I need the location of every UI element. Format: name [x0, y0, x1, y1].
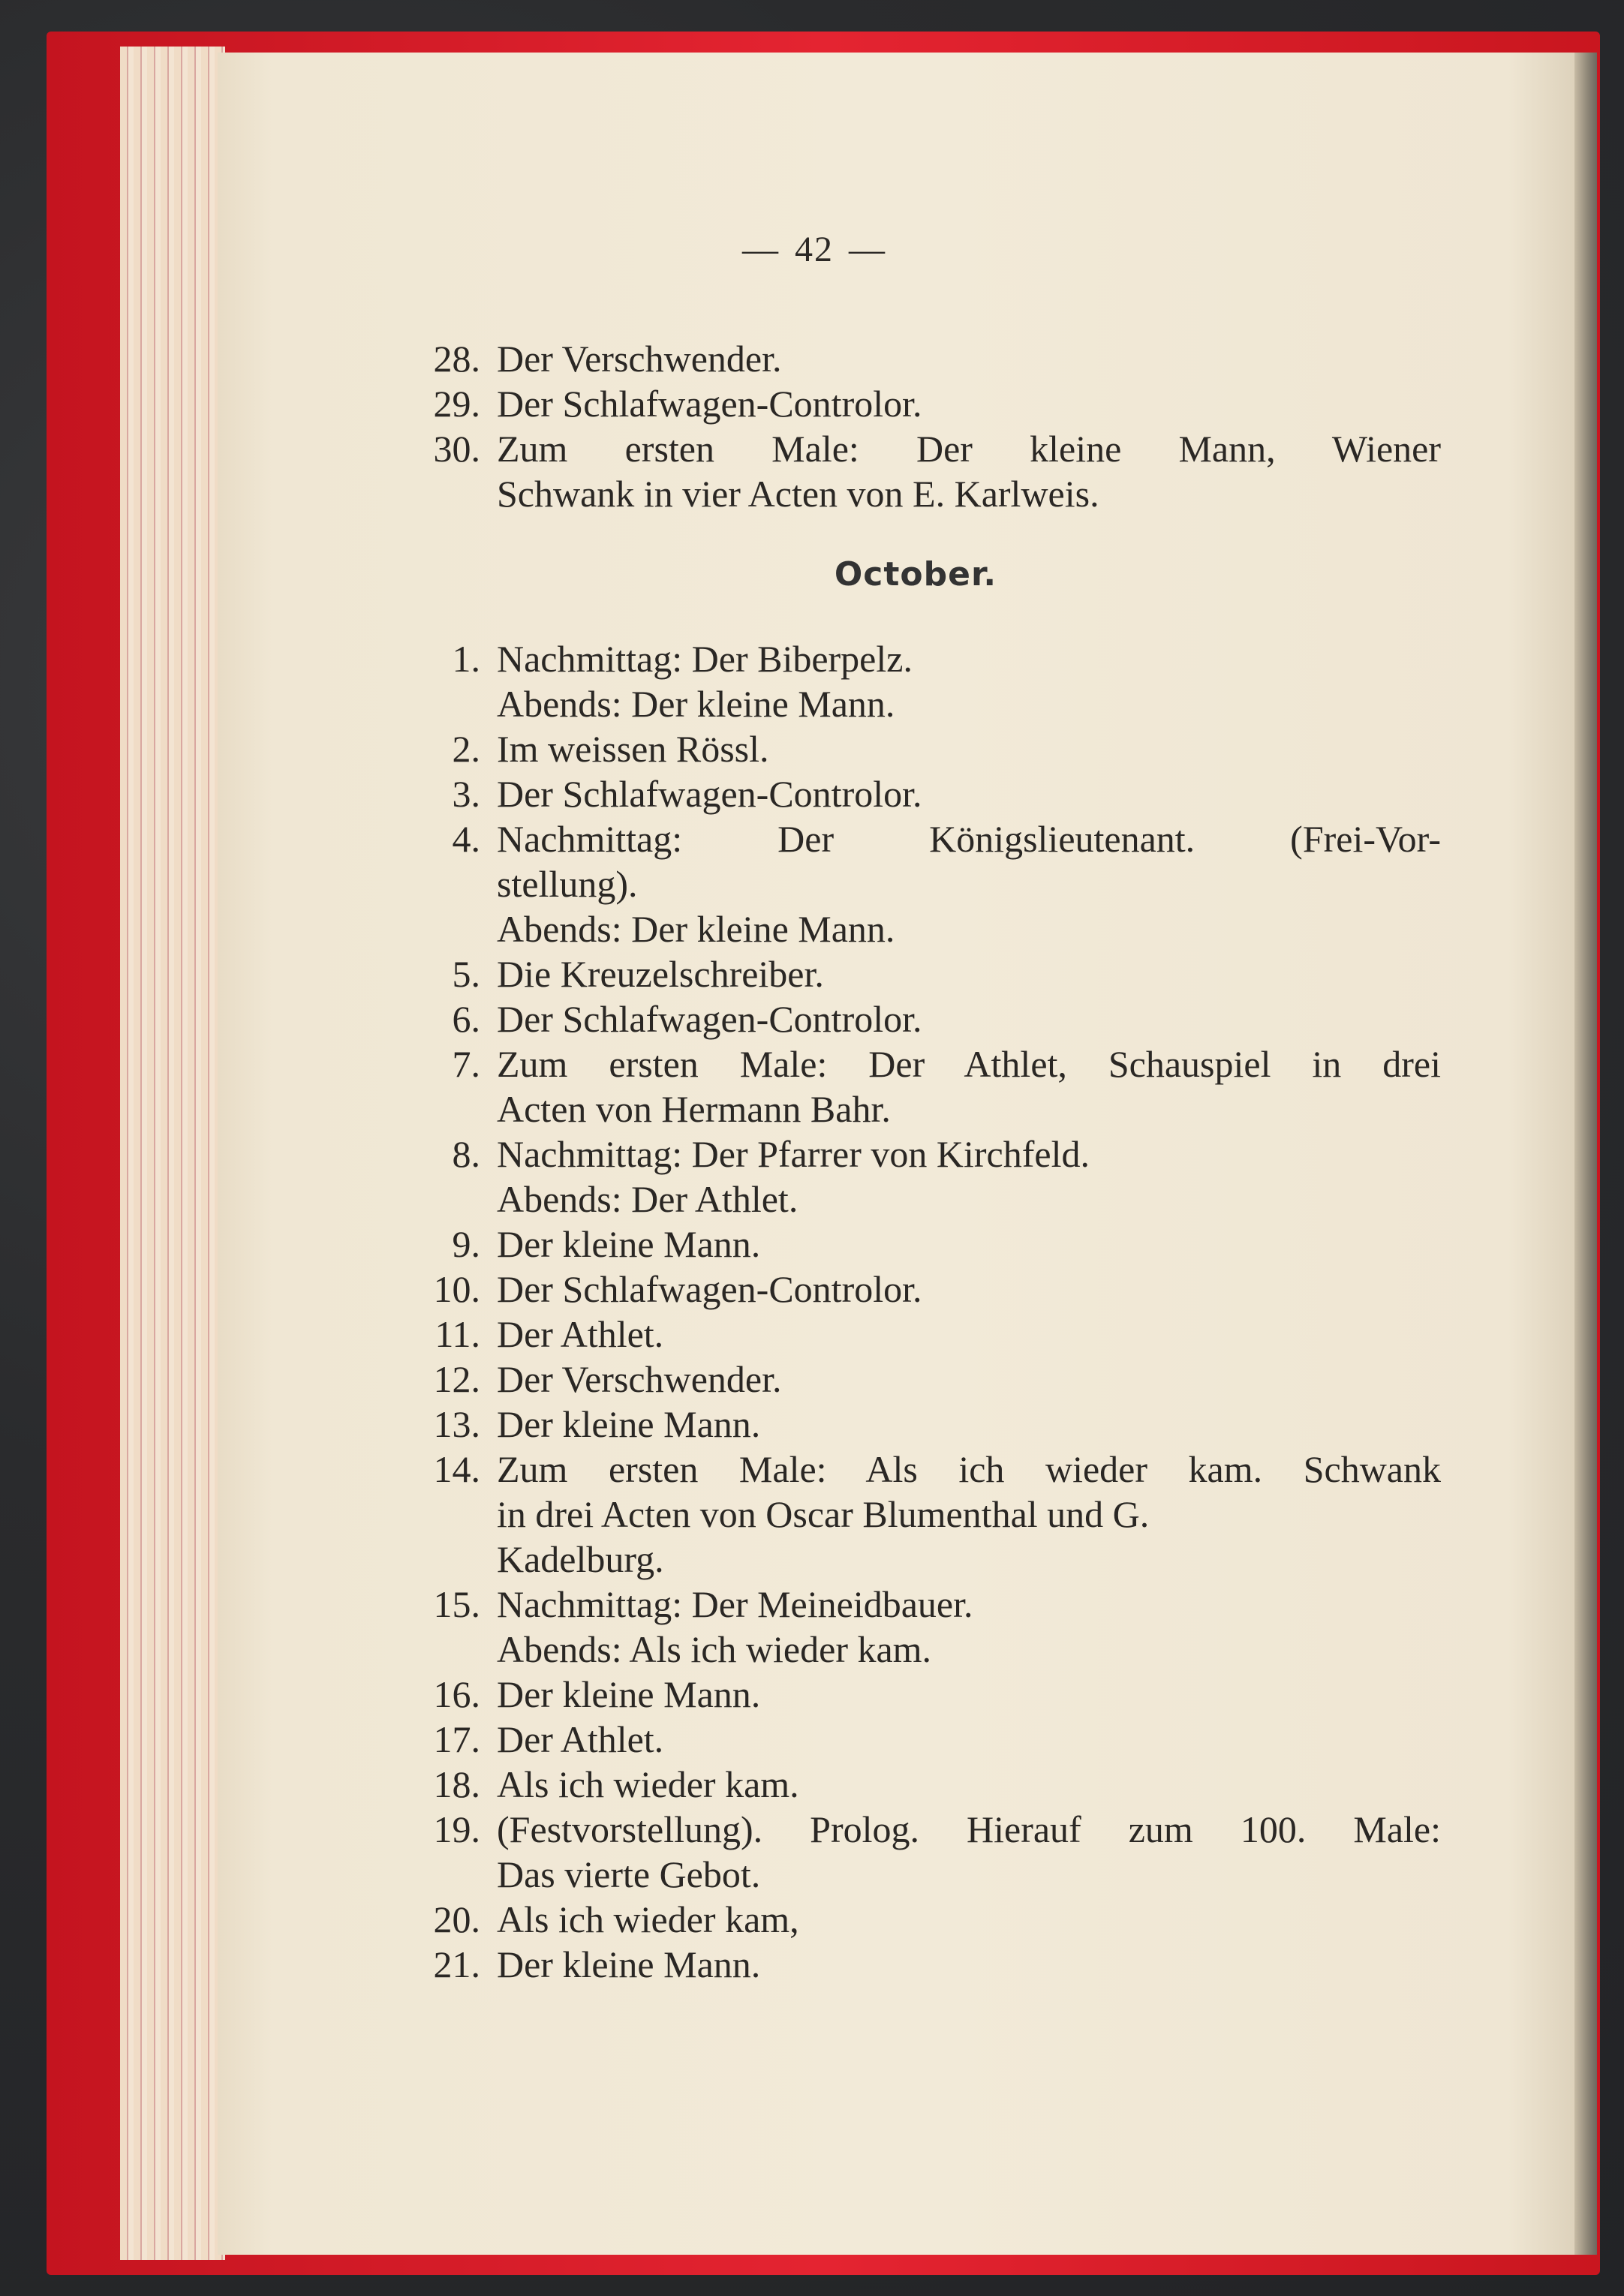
entry-line: Nachmittag: Der Königslieutenant. (Frei-Vor- — [497, 818, 1441, 860]
page-number-value: 42 — [795, 230, 834, 269]
list-item — [390, 1672, 1441, 1717]
entry-number: 6. — [452, 998, 480, 1040]
entry-text — [497, 816, 1441, 951]
entry-number: 21. — [433, 1943, 480, 1985]
entry-number: 15. — [433, 1583, 480, 1625]
entry-line: Der kleine Mann. — [497, 1223, 761, 1265]
page-number-dash-right: — — [849, 230, 886, 269]
list-item — [390, 1717, 1441, 1762]
entry-line: Als ich wieder kam, — [497, 1898, 799, 1940]
entry-number: 29. — [433, 383, 480, 425]
entry-line: Der Verschwender. — [497, 338, 782, 380]
entry-text — [497, 1717, 1441, 1762]
entry-text — [497, 1357, 1441, 1402]
entry-number: 20. — [433, 1898, 480, 1940]
entry-number: 10. — [433, 1268, 480, 1310]
section-heading-october: October. — [834, 555, 997, 594]
entry-line: Im weissen Rössl. — [497, 728, 769, 770]
list-item — [390, 336, 1441, 381]
list-item — [390, 1807, 1441, 1897]
entry-line: Der Schlafwagen-Controlor. — [497, 1268, 922, 1310]
entry-line: Als ich wieder kam. — [497, 1763, 799, 1805]
entry-text — [497, 1807, 1441, 1897]
entry-line: Abends: Der kleine Mann. — [497, 683, 895, 725]
entry-number: 30. — [433, 428, 480, 470]
entry-text — [497, 951, 1441, 996]
list-item — [390, 381, 1441, 426]
entry-text — [497, 426, 1441, 516]
entry-text — [497, 1942, 1441, 1987]
entry-number: 1. — [452, 638, 480, 680]
list-item — [390, 1312, 1441, 1357]
september-continuation-list — [390, 336, 1441, 516]
entry-number: 5. — [452, 953, 480, 995]
entry-number: 9. — [452, 1223, 480, 1265]
entry-line: Der kleine Mann. — [497, 1403, 761, 1445]
entry-text — [497, 726, 1441, 771]
october-list — [390, 636, 1441, 1987]
list-item — [390, 816, 1441, 951]
list-item — [390, 1447, 1441, 1582]
entry-number: 7. — [452, 1043, 480, 1085]
list-item — [390, 996, 1441, 1041]
entry-number: 17. — [433, 1718, 480, 1760]
entry-text — [497, 1582, 1441, 1672]
entry-text — [497, 1222, 1441, 1267]
entry-number: 4. — [452, 818, 480, 860]
list-item — [390, 426, 1441, 516]
entry-line: Der Athlet. — [497, 1718, 664, 1760]
book-gutter — [1574, 53, 1597, 2255]
list-item — [390, 1582, 1441, 1672]
list-item — [390, 1357, 1441, 1402]
entry-text — [497, 1131, 1441, 1222]
page-number-dash-left: — — [742, 230, 780, 269]
entry-line: Abends: Der kleine Mann. — [497, 908, 895, 950]
entry-number: 28. — [433, 338, 480, 380]
entry-text — [497, 1312, 1441, 1357]
entry-text — [497, 1762, 1441, 1807]
entry-text — [497, 1041, 1441, 1131]
list-item — [390, 636, 1441, 726]
entry-line: Abends: Der Athlet. — [497, 1178, 798, 1220]
list-item — [390, 1041, 1441, 1131]
entry-line: Der Schlafwagen-Controlor. — [497, 998, 922, 1040]
entry-text — [497, 1402, 1441, 1447]
list-item — [390, 1897, 1441, 1942]
page-number — [0, 229, 1624, 270]
entry-line: in drei Acten von Oscar Blumenthal und G. — [497, 1493, 1150, 1535]
entry-line: Der Schlafwagen-Controlor. — [497, 383, 922, 425]
page-content — [390, 336, 1441, 1987]
entry-line: Nachmittag: Der Biberpelz. — [497, 638, 913, 680]
entry-line: Zum ersten Male: Der kleine Mann, Wiener — [497, 428, 1441, 470]
entry-line: Das vierte Gebot. — [497, 1853, 761, 1895]
entry-line: Nachmittag: Der Meineidbauer. — [497, 1583, 973, 1625]
entry-line: Die Kreuzelschreiber. — [497, 953, 824, 995]
entry-number: 12. — [433, 1358, 480, 1400]
entry-line: Abends: Als ich wieder kam. — [497, 1628, 932, 1670]
entry-number: 13. — [433, 1403, 480, 1445]
entry-number: 3. — [452, 773, 480, 815]
entry-line: Schwank in vier Acten von E. Karlweis. — [497, 473, 1099, 515]
entry-number: 18. — [433, 1763, 480, 1805]
page-edges — [120, 47, 225, 2260]
entry-text — [497, 336, 1441, 381]
entry-line: Acten von Hermann Bahr. — [497, 1088, 891, 1130]
entry-line: Zum ersten Male: Als ich wieder kam. Schwank — [497, 1448, 1441, 1490]
entry-text — [497, 1897, 1441, 1942]
entry-number: 2. — [452, 728, 480, 770]
entry-number: 8. — [452, 1133, 480, 1175]
entry-line: Der kleine Mann. — [497, 1673, 761, 1715]
list-item — [390, 1131, 1441, 1222]
list-item — [390, 771, 1441, 816]
entry-text — [497, 1267, 1441, 1312]
entry-text — [497, 636, 1441, 726]
entry-line: Der Schlafwagen-Controlor. — [497, 773, 922, 815]
entry-number: 16. — [433, 1673, 480, 1715]
entry-line: Der Verschwender. — [497, 1358, 782, 1400]
entry-line: stellung). — [497, 863, 638, 905]
list-item — [390, 1762, 1441, 1807]
entry-text — [497, 996, 1441, 1041]
entry-line: Zum ersten Male: Der Athlet, Schauspiel in drei — [497, 1043, 1441, 1085]
list-item — [390, 1267, 1441, 1312]
list-item — [390, 1942, 1441, 1987]
entry-line: Der kleine Mann. — [497, 1943, 761, 1985]
entry-text — [497, 1672, 1441, 1717]
list-item — [390, 951, 1441, 996]
entry-line: Kadelburg. — [497, 1538, 664, 1580]
list-item — [390, 1222, 1441, 1267]
entry-text — [497, 1447, 1441, 1582]
list-item — [390, 726, 1441, 771]
entry-text — [497, 381, 1441, 426]
entry-number: 14. — [433, 1448, 480, 1490]
entry-text — [497, 771, 1441, 816]
entry-line: Der Athlet. — [497, 1313, 664, 1355]
entry-line: (Festvorstellung). Prolog. Hierauf zum 100. Male: — [497, 1808, 1441, 1850]
list-item — [390, 1402, 1441, 1447]
entry-number: 11. — [435, 1313, 480, 1355]
entry-line: Nachmittag: Der Pfarrer von Kirchfeld. — [497, 1133, 1090, 1175]
entry-number: 19. — [433, 1808, 480, 1850]
